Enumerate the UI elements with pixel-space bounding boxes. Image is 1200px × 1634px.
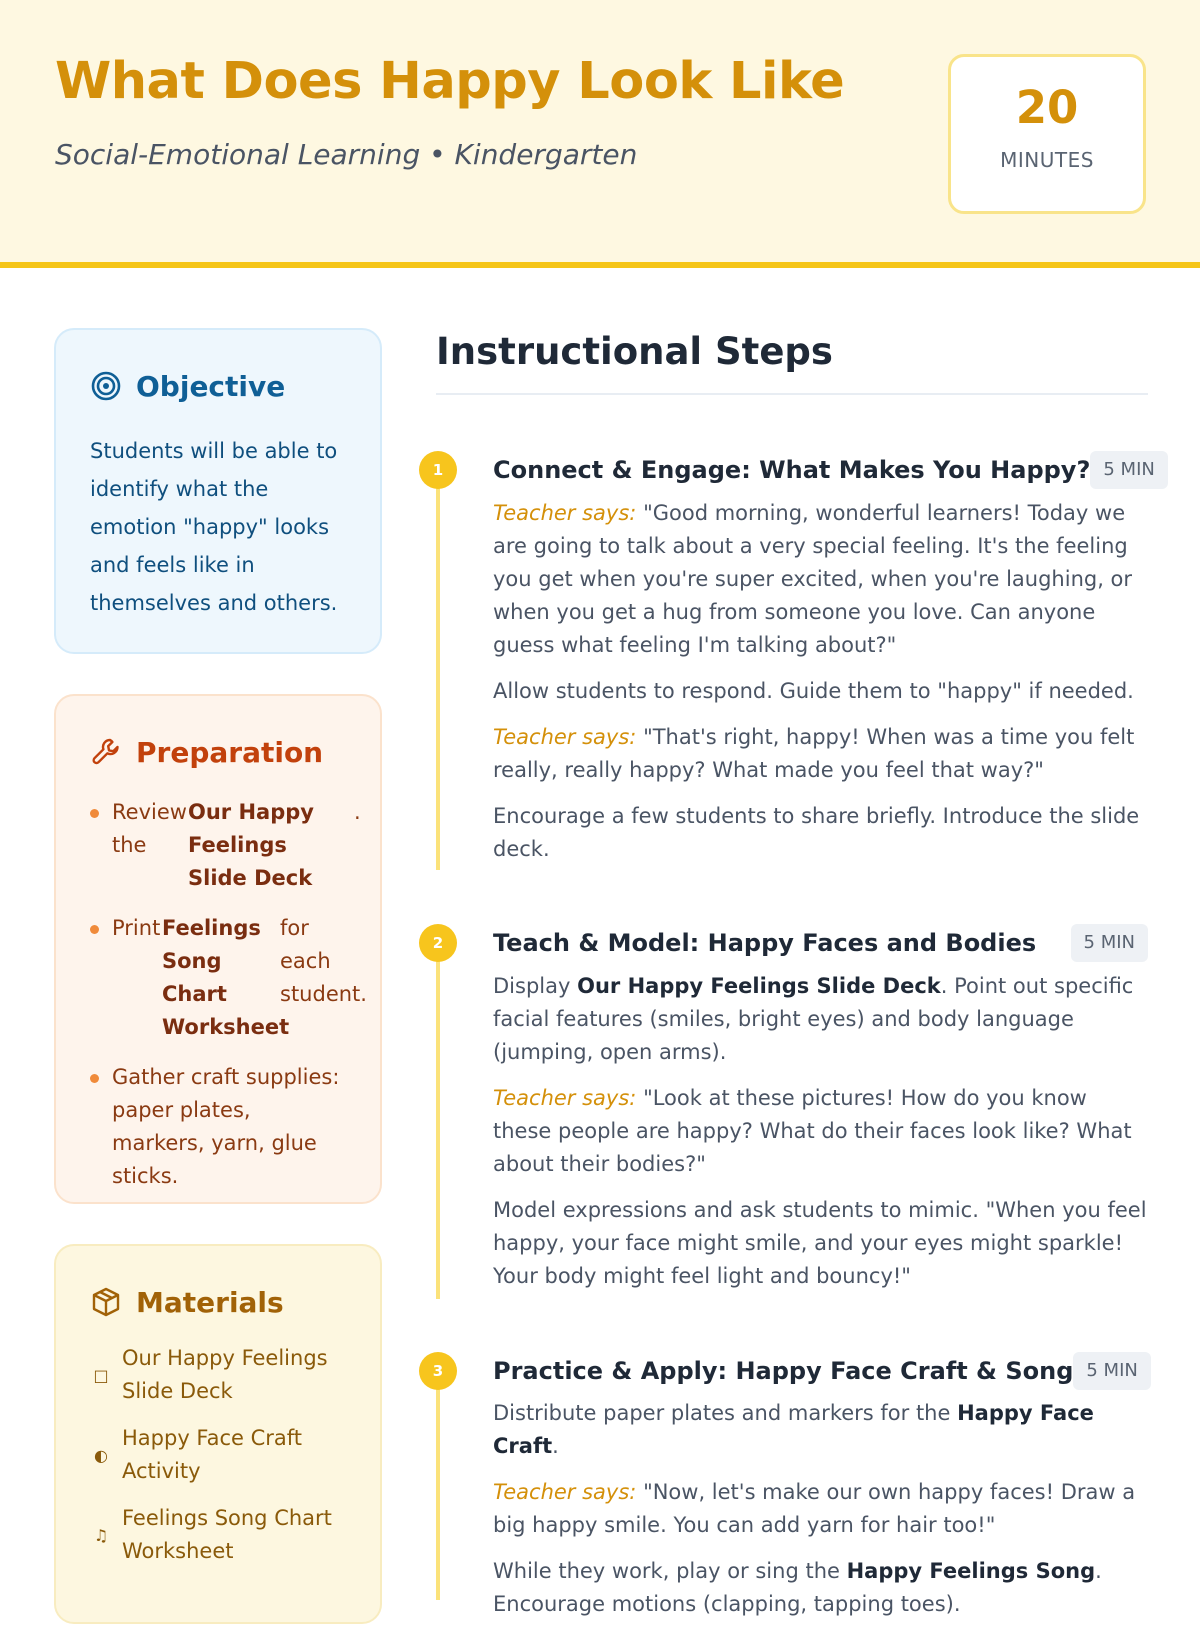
- objective-text: Students will be able to identify what the emotion "happy" looks and feels like in themselves and others.: [90, 439, 338, 615]
- page-header: [0, 0, 1200, 268]
- list-item: ♫ Feelings Song Chart Worksheet: [90, 1502, 346, 1568]
- step-time-badge: 5 MIN: [1073, 1352, 1150, 1390]
- step-body: Teacher says: "Good morning, wonderful learners! Today we are going to talk about a very special feeling. It's the feeling you get when you're super excited, when you're laughing, or when you get a hug from someone you love. Can anyone guess what feeling I'm talking about?" Allow students to respond. Guide them to "happy" if needed. Teacher says: "That's right, happy! When was a time you felt really, really happy? What made you feel that way?" Encourage a few students to share briefly. Introduce the slide deck.: [493, 501, 1140, 861]
- list-item: Print Feelings Song Chart Worksheet for each student.: [90, 912, 346, 1044]
- box-icon: [90, 1286, 122, 1318]
- target-icon: [90, 370, 122, 402]
- page-title: What Does Happy Look Like: [55, 52, 845, 111]
- palette-icon: ◐: [94, 1445, 108, 1465]
- step-header: [493, 451, 1155, 489]
- duration-value: 20: [1015, 81, 1079, 134]
- list-item: ◐ Happy Face Craft Activity: [90, 1422, 346, 1488]
- music-note-icon: ♫: [93, 1525, 109, 1545]
- materials-card: [54, 1244, 382, 1624]
- step-title: Practice & Apply: Happy Face Craft & Song: [493, 1357, 1074, 1385]
- duration-card: [948, 54, 1146, 214]
- materials-list: [90, 1342, 346, 1568]
- list-item: □ Our Happy Feelings Slide Deck: [90, 1342, 346, 1408]
- step-body: Display Our Happy Feelings Slide Deck. Point out specific facial features (smiles, bright eyes) and body language (jumping, open arms). Teacher says: "Look at these pictures! How do you know these people are happy? What do their faces look like? What about their bodies?" Model expressions and ask students to mimic. "When you feel happy, your face might smile, and your eyes might sparkle! Your body might feel light and bouncy!": [493, 974, 1147, 1288]
- page-subtitle: Social-Emotional Learning • Kindergarten: [55, 138, 638, 171]
- step-title: Connect & Engage: What Makes You Happy?: [493, 456, 1091, 484]
- step-title: Teach & Model: Happy Faces and Bodies: [493, 929, 1037, 957]
- list-item: Gather craft supplies: paper plates, markers, yarn, glue sticks.: [90, 1061, 346, 1193]
- step-time-badge: 5 MIN: [1071, 924, 1148, 962]
- preparation-title: Preparation: [136, 735, 324, 769]
- step-number: 1: [419, 451, 457, 489]
- preparation-list: [90, 796, 367, 1193]
- list-item: Review the Our Happy Feelings Slide Deck .: [90, 796, 346, 895]
- step-number: 3: [419, 1352, 457, 1390]
- presentation-icon: □: [93, 1365, 109, 1385]
- materials-title: Materials: [136, 1285, 284, 1319]
- timeline-line: [436, 1372, 440, 1600]
- duration-unit: MINUTES: [1000, 148, 1094, 172]
- step-number: 2: [419, 924, 457, 962]
- divider: [436, 393, 1148, 395]
- step-header: [493, 1352, 1148, 1390]
- steps-title: Instructional Steps: [436, 330, 833, 373]
- wrench-icon: [90, 736, 122, 768]
- objective-card: [54, 328, 382, 654]
- step-time-badge: 5 MIN: [1090, 451, 1167, 489]
- step-header: [493, 924, 1148, 962]
- timeline-line: [436, 470, 440, 870]
- step-body: Distribute paper plates and markers for the Happy Face Craft. Teacher says: "Now, let's make our own happy faces! Draw a big happy smile. You can add yarn for hair too!" While they work, play or sing the Happy Feelings Song. Encourage motions (clapping, tapping toes).: [493, 1401, 1136, 1616]
- preparation-card: [54, 694, 382, 1204]
- objective-title: Objective: [136, 369, 286, 403]
- timeline-line: [436, 944, 440, 1299]
